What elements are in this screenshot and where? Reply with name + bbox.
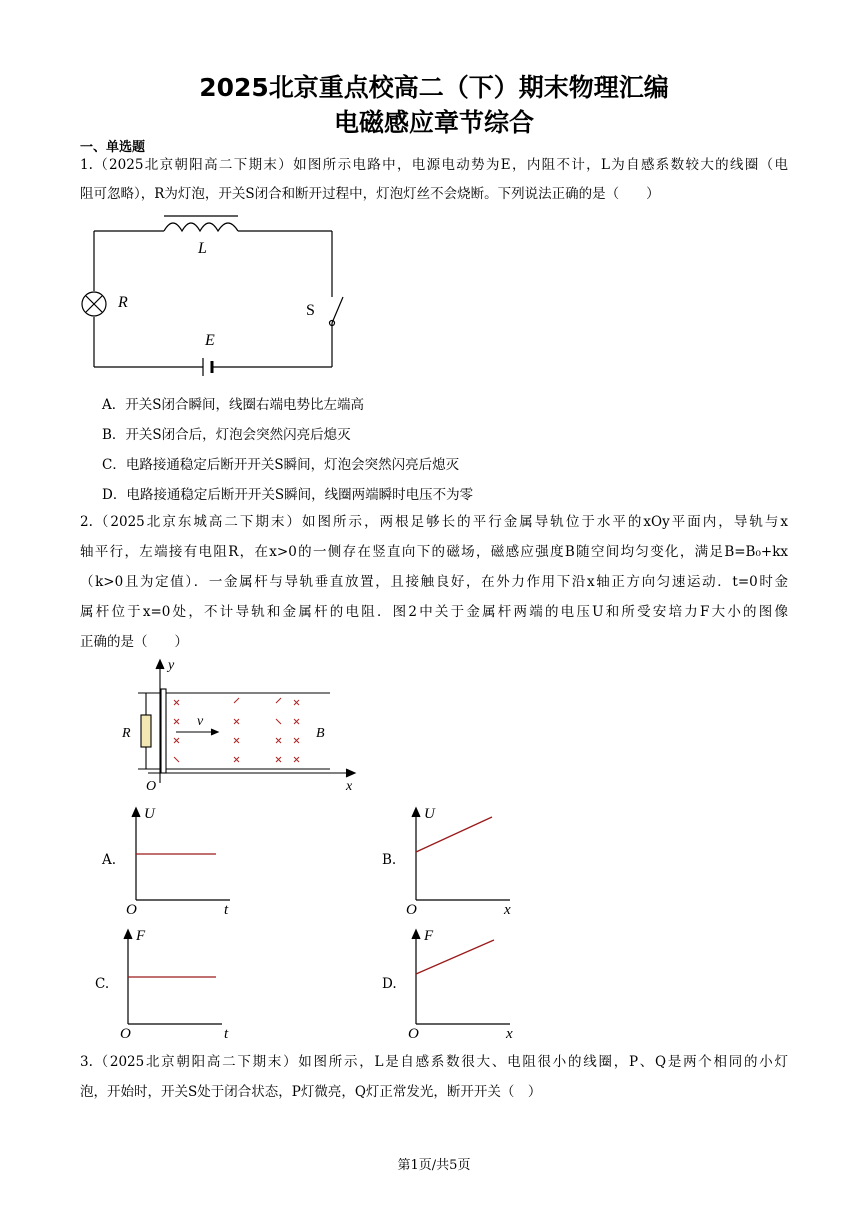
- q2-option-b-line: [416, 817, 492, 852]
- q1-option-b[interactable]: B．开关S闭合后，灯泡会突然闪亮后熄灭: [102, 427, 351, 443]
- q1-text-line2: 阻可忽略），R为灯泡，开关S闭合和断开过程中，灯泡灯丝不会烧断。下列说法正确的是（ ）: [80, 186, 660, 202]
- q2-velocity-label: v: [197, 714, 204, 729]
- q2-text-line4: 属杆位于x=0处，不计导轨和金属杆的电阻．图2中关于金属杆两端的电压U和所受安培力F大小的图像: [80, 604, 788, 620]
- q2-option-a-x-label: t: [224, 902, 229, 918]
- q2-text-line5: 正确的是（ ）: [80, 634, 188, 650]
- q2-text-line1: 2.（2025北京东城高二下期末）如图所示，两根足够长的平行金属导轨位于水平的xOy平面内，导轨与x: [80, 514, 788, 530]
- q2-option-c-graph[interactable]: [110, 922, 240, 1040]
- q2-option-d-origin: O: [408, 1026, 419, 1040]
- q1-label-E: E: [205, 332, 215, 349]
- q2-option-a-origin: O: [126, 902, 137, 918]
- q2-option-a-graph[interactable]: [118, 800, 248, 918]
- q2-field-marks: [174, 698, 299, 762]
- q2-option-b-y-label: U: [424, 806, 435, 822]
- q2-option-a-y-label: U: [144, 806, 155, 822]
- page-title: 2025北京重点校高二（下）期末物理汇编: [199, 73, 669, 102]
- q3-text-line2: 泡，开始时，开关S处于闭合状态，P灯微亮，Q灯正常发光，断开开关（ ）: [80, 1084, 542, 1100]
- q2-axis-x-label: x: [346, 779, 353, 794]
- q2-text-line3: （k>0且为定值）．一金属杆与导轨垂直放置，且接触良好，在外力作用下沿x轴正方向匀速运动．t=0时金: [80, 574, 788, 590]
- q2-option-d-x-label: x: [506, 1026, 513, 1040]
- q2-origin-label: O: [146, 779, 157, 794]
- q2-text-line2: 轴平行，左端接有电阻R，在x>0的一侧存在竖直向下的磁场，磁感应强度B随空间均匀变化，满足B=B₀+kx: [80, 544, 788, 560]
- q2-option-d-label[interactable]: D.: [382, 976, 397, 992]
- q1-option-d[interactable]: D．电路接通稳定后断开开关S瞬间，线圈两端瞬时电压不为零: [102, 487, 474, 503]
- page-subtitle: 电磁感应章节综合: [333, 108, 534, 137]
- q2-axis-y-label: y: [168, 658, 175, 673]
- q2-option-d-line: [416, 940, 494, 974]
- section-heading: 一、单选题: [80, 140, 146, 155]
- q1-text-line1: 1.（2025北京朝阳高二下期末）如图所示电路中，电源电动势为E，内阻不计，L为自感系数较大的线圈（电: [80, 157, 788, 173]
- q2-option-c-y-label: F: [136, 928, 146, 944]
- q1-label-L: L: [198, 240, 207, 257]
- q2-option-d-graph[interactable]: [398, 922, 528, 1040]
- q1-label-S: S: [306, 302, 315, 319]
- q1-label-R: R: [118, 294, 128, 311]
- q2-field-label: B: [316, 726, 325, 741]
- q2-option-c-label[interactable]: C.: [95, 976, 110, 992]
- q2-option-c-origin: O: [120, 1026, 131, 1040]
- q2-option-b-label[interactable]: B.: [382, 852, 397, 868]
- q2-option-d-y-label: F: [424, 928, 434, 944]
- q2-resistor-label: R: [122, 726, 131, 741]
- q2-option-b-origin: O: [406, 902, 417, 918]
- q1-circuit-diagram: [70, 205, 350, 385]
- q1-option-c[interactable]: C．电路接通稳定后断开开关S瞬间，灯泡会突然闪亮后熄灭: [102, 457, 460, 473]
- q2-rail-diagram: [110, 655, 370, 795]
- q2-option-b-graph[interactable]: [398, 800, 528, 918]
- q1-option-a[interactable]: A．开关S闭合瞬间，线圈右端电势比左端高: [102, 397, 364, 413]
- page-number: 第1页/共5页: [397, 1158, 471, 1173]
- q2-option-b-x-label: x: [504, 902, 511, 918]
- q3-text-line1: 3.（2025北京朝阳高二下期末）如图所示，L是自感系数很大、电阻很小的线圈，P、Q是两个相同的小灯: [80, 1054, 788, 1070]
- q2-option-c-x-label: t: [224, 1026, 229, 1040]
- q2-option-a-label[interactable]: A.: [102, 852, 117, 868]
